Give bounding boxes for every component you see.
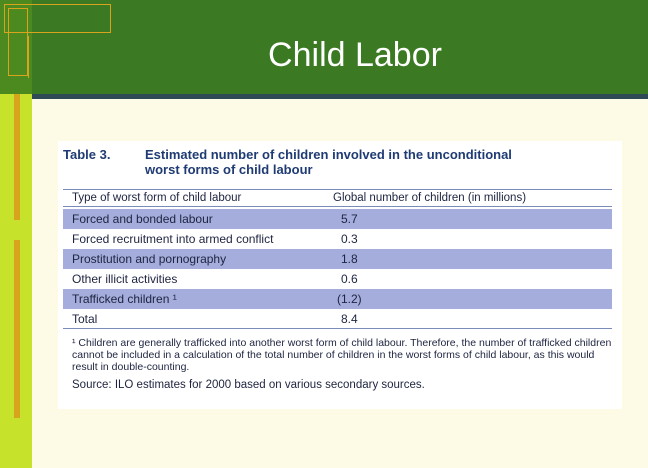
row-value: 0.6 [341,272,358,286]
table-row [63,229,612,249]
orange-stripe-lower [14,240,20,418]
header-global-number: Global number of children (in millions) [333,192,527,204]
row-value: (1.2) [337,292,362,306]
table-number: Table 3. [63,147,111,162]
table-row-total [63,309,612,329]
header-type: Type of worst form of child labour [72,192,242,204]
table-panel [58,141,622,409]
table-caption: Estimated number of children involved in the unconditional worst forms of child labour [145,147,512,177]
header-divider [0,94,648,99]
row-type: Other illicit activities [72,272,178,286]
table-row [63,289,612,309]
slide-title: Child Labor [268,36,442,74]
row-value: 1.8 [341,252,358,266]
row-value: 0.3 [341,232,358,246]
row-type: Trafficked children ¹ [72,292,177,306]
row-type: Total [72,312,98,326]
orange-stripe-upper [14,94,20,220]
table-footnote: ¹ Children are generally trafficked into another worst form of child labour. Therefore, the number of trafficked children cannot be included in a calculation of the total number of children in the worst forms of child labour, as this would result in double-counting. [72,337,612,373]
table-row [63,269,612,289]
row-type: Prostitution and pornography [72,252,227,266]
decorative-frame-inner [8,8,28,76]
row-type: Forced and bonded labour [72,212,213,226]
table-row [63,249,612,269]
row-value: 8.4 [341,312,358,326]
table-row [63,209,612,229]
decorative-line [28,36,29,78]
row-value: 5.7 [341,212,358,226]
table-header [63,189,612,207]
table-source: Source: ILO estimates for 2000 based on various secondary sources. [72,379,425,391]
row-type: Forced recruitment into armed conflict [72,232,274,246]
